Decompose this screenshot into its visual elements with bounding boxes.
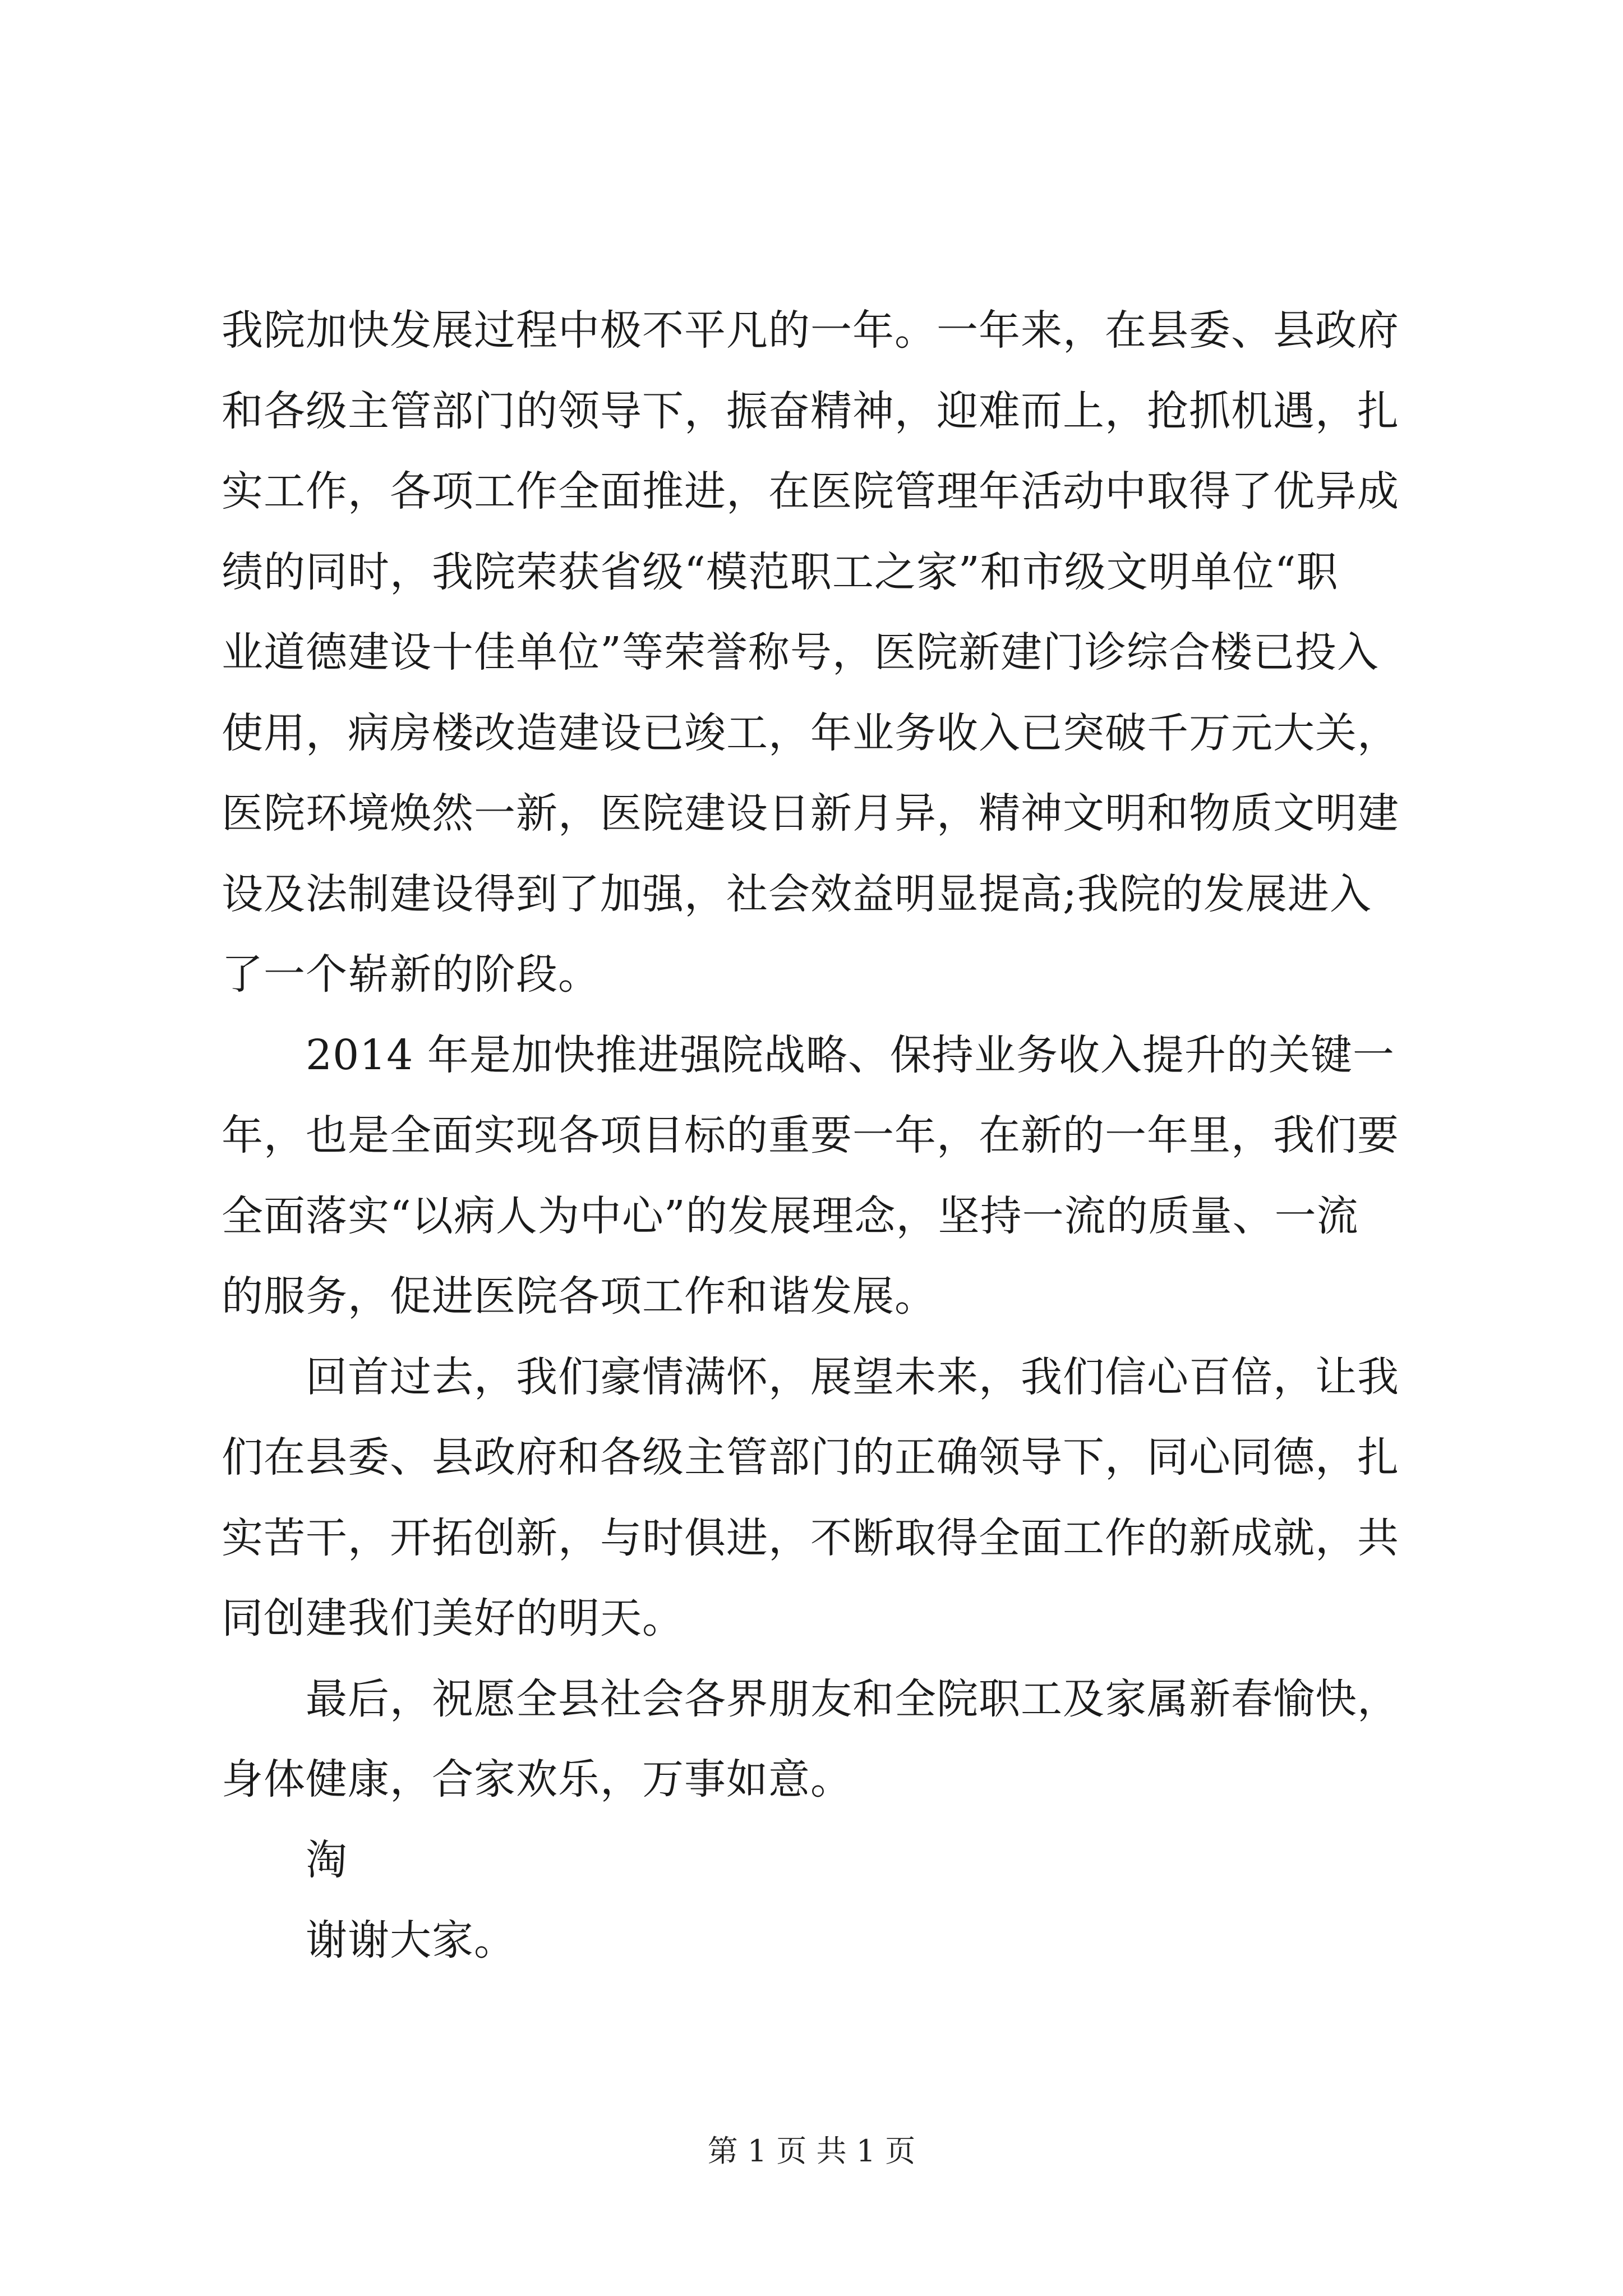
text-line: 实苦干，开拓创新，与时俱进，不断取得全面工作的新成就，共 [222, 1513, 1399, 1562]
text-line: 绩的同时，我院荣获省级“模范职工之家”和市级文明单位“职 [222, 547, 1339, 596]
text-line: 设及法制建设得到了加强，社会效益明显提高;我院的发展进入 [222, 869, 1372, 918]
text-line: 们在县委、县政府和各级主管部门的正确领导下，同心同德，扎 [222, 1433, 1399, 1481]
text-line: 我院加快发展过程中极不平凡的一年。一年来，在县委、县政府 [222, 306, 1399, 355]
text-line: 谢谢大家。 [306, 1916, 516, 1964]
text-line: 医院环境焕然一新，医院建设日新月异，精神文明和物质文明建 [222, 789, 1399, 838]
text-line: 2014 年是加快推进强院战略、保持业务收入提升的关键一 [306, 1030, 1395, 1079]
text-line: 的服务，促进医院各项工作和谐发展。 [222, 1272, 937, 1320]
text-line: 了一个崭新的阶段。 [222, 950, 600, 999]
text-line: 使用，病房楼改造建设已竣工，年业务收入已突破千万元大关， [222, 708, 1399, 757]
text-line: 同创建我们美好的明天。 [222, 1594, 684, 1642]
text-line: 和各级主管部门的领导下，振奋精神，迎难而上，抢抓机遇，扎 [222, 386, 1399, 435]
text-line: 全面落实“以病人为中心”的发展理念，坚持一流的质量、一流 [222, 1191, 1359, 1240]
text-line: 淘 [306, 1835, 348, 1884]
text-line: 实工作，各项工作全面推进，在医院管理年活动中取得了优异成 [222, 467, 1399, 516]
text-line: 回首过去，我们豪情满怀，展望未来，我们信心百倍，让我 [306, 1352, 1399, 1401]
text-line: 年，也是全面实现各项目标的重要一年，在新的一年里，我们要 [222, 1111, 1399, 1159]
page-number-footer: 第 1 页 共 1 页 [707, 2133, 916, 2169]
body-text [222, 291, 1427, 1981]
text-line: 身体健康，合家欢乐，万事如意。 [222, 1755, 852, 1803]
text-line: 最后，祝愿全县社会各界朋友和全院职工及家属新春愉快， [306, 1674, 1399, 1723]
text-line: 业道德建设十佳单位”等荣誉称号，医院新建门诊综合楼已投入 [222, 628, 1379, 677]
